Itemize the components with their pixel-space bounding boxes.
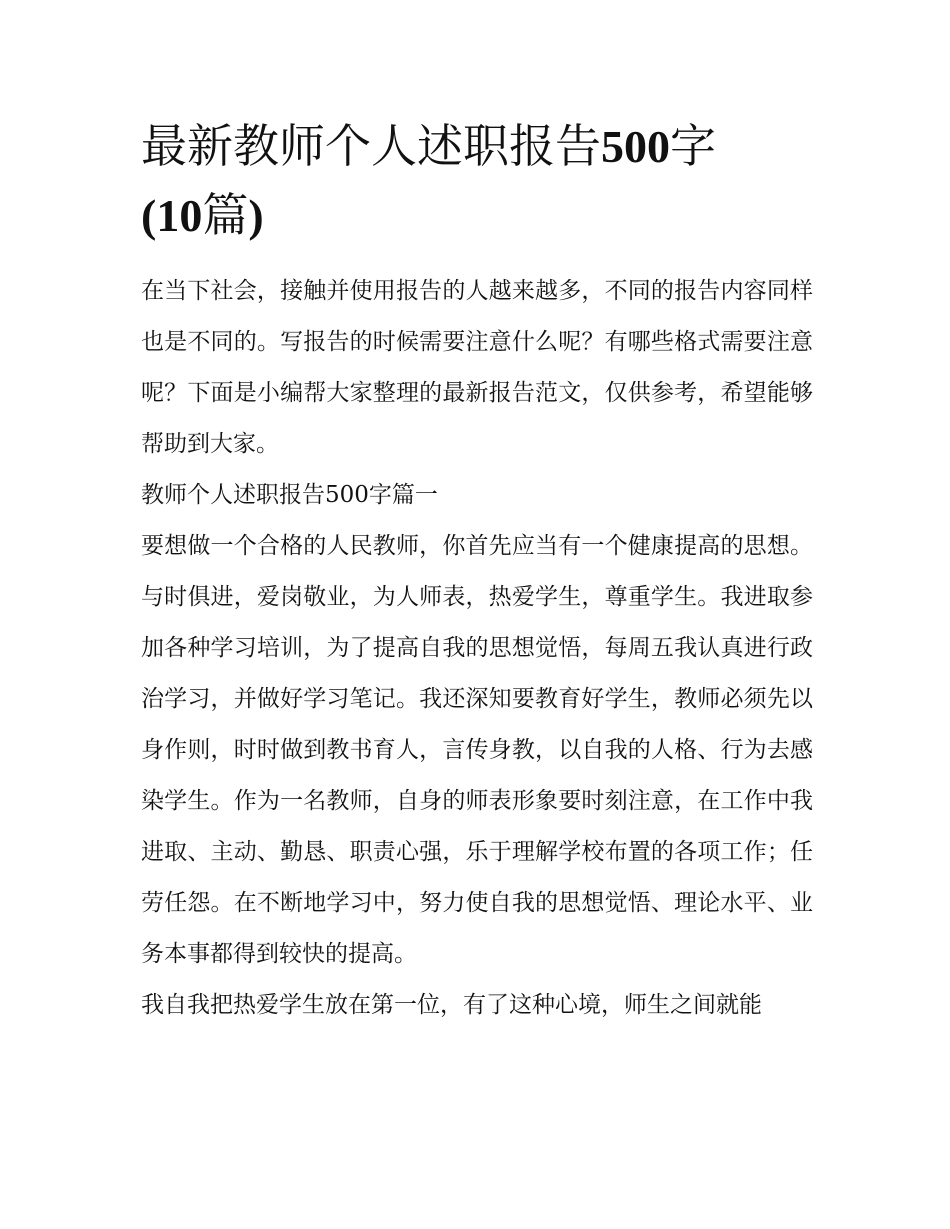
intro-paragraph: 在当下社会，接触并使用报告的人越来越多，不同的报告内容同样也是不同的。写报告的时候需要注意什么呢？有哪些格式需要注意呢？下面是小编帮大家整理的最新报告范文，仅供参考，希望能够帮助到大家。 (141, 278, 813, 457)
title-number: 500 (601, 121, 670, 172)
document-page (141, 112, 813, 1031)
body-paragraph-1: 要想做一个合格的人民教师，你首先应当有一个健康提高的思想。与时俱进，爱岗敬业，为人师表，热爱学生，尊重学生。我进取参加各种学习培训，为了提高自我的思想觉悟，每周五我认真进行政治学习，并做好学习笔记。我还深知要教育好学生，教师必须先以身作则，时时做到教书育人，言传身教，以自我的人格、行为去感染学生。作为一名教师，自身的师表形象要时刻注意，在工作中我进取、主动、勤恳、职责心强，乐于理解学校布置的各项工作；任劳任怨。在不断地学习中，努力使自我的思想觉悟、理论水平、业务本事都得到较快的提高。 (141, 533, 813, 967)
title-prefix: 最新教师个人述职报告 (141, 119, 601, 173)
title-line2-close: ) (248, 190, 264, 241)
body-paragraph-2: 我自我把热爱学生放在第一位，有了这种心境，师生之间就能 (141, 992, 762, 1018)
document-title (141, 112, 813, 250)
title-suffix: 字 (670, 119, 716, 173)
section-heading: 教师个人述职报告500字篇一 (141, 482, 438, 508)
title-line2-word: 篇 (202, 188, 249, 242)
title-line2-open: (10 (141, 190, 203, 241)
